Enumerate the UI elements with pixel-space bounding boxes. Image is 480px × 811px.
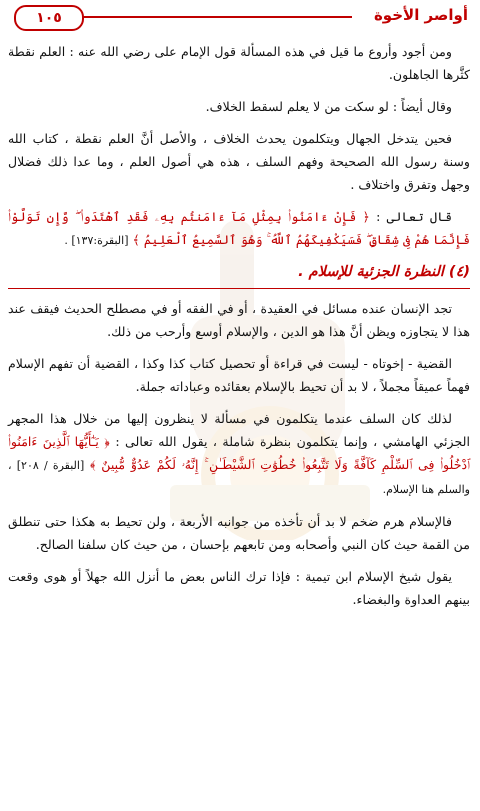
- quote-intro: لذلك كان السلف عندما يتكلمون في مسألة لا ينظرون إليها من خلال هذا المجهر الجزئي الهامشي ، وإنما يتكلمون بنظرة شاملة ، يقول الله تعالى :: [8, 411, 470, 449]
- paragraph: تجد الإنسان عنده مسائل في العقيدة ، أو في الفقه أو في مصطلح الحديث فيقف عند هذا لا يتجاوزه ويظن أنَّ هذا هو الدين ، والإسلام أوسع وأرحب من ذلك.: [8, 301, 470, 339]
- section-heading: (٤) النظرة الجزئية للإسلام .: [8, 261, 470, 289]
- quote-intro: قال تعالى :: [376, 209, 452, 224]
- paragraph: وقال أيضاً : لو سكت من لا يعلم لسقط الخلاف.: [205, 99, 452, 114]
- page-header: [0, 0, 480, 36]
- header-rule: [82, 16, 352, 18]
- page-number: ١٠٥: [14, 5, 84, 31]
- verse-reference: [البقرة / ٢٠٨] ، والسلم هنا الإسلام.: [8, 459, 470, 496]
- paragraph: يقول شيخ الإسلام ابن تيمية : فإذا ترك الناس بعض ما أنزل الله جهلاً أو هوى وقعت بينهم العداوة والبغضاء.: [8, 569, 470, 607]
- paragraph: فحين يتدخل الجهال ويتكلمون يحدث الخلاف ، والأصل أنَّ العلم نقطة ، كتاب الله وسنة رسول الله الصحيحة وفهم السلف ، هذه هي أصول العلم ، وما عدا ذلك فضلال وجهل وتفرق واختلاف .: [8, 131, 470, 192]
- paragraph: القضية - إخوتاه - ليست في قراءة أو تحصيل كتاب كذا وكذا ، القضية أن تفهم الإسلام فهماً عميقاً مجملاً ، لا بد أن تحيط بالإسلام بعقائده وعباداته جملة.: [8, 356, 470, 394]
- running-title: أواصر الأخوة: [373, 6, 468, 24]
- quran-quote-paragraph: [8, 205, 470, 252]
- quran-verse: ﴿ يَـٰٓأَيُّهَا ٱلَّذِينَ ءَامَنُوا۟ ٱدْخُلُوا۟ فِى ٱلسِّلْمِ كَآفَّةً وَلَا تَتَّبِعُوا۟ خُطُوَٰتِ ٱلشَّيْطَـٰنِ ۚ إِنَّهُۥ لَكُمْ عَدُوٌّ مُّبِينٌ ﴾: [8, 434, 471, 472]
- quran-quote-paragraph: [8, 407, 470, 501]
- paragraph: فالإسلام هرم ضخم لا بد أن تأخذه من جوانبه الأربعة ، ولن تحيط به هكذا حتى تنطلق من القمة حيث كان النبي وأصحابه ومن تابعهم بإحسان ، من حيث كان سلفنا الصالح.: [8, 514, 470, 552]
- quran-verse: ﴿ فَإِنْ ءَامَنُوا۟ بِمِثْلِ مَآ ءَامَنتُم بِهِۦ فَقَدِ ٱهْتَدَوا۟ ۖ وَّإِن تَوَلَّوْا۟ فَإِنَّمَا هُمْ فِى شِقَاقٍ ۖ فَسَيَكْفِيكَهُمُ ٱللَّهُ ۚ وَهُوَ ٱلسَّمِيعُ ٱلْعَلِيمُ ﴾: [8, 209, 470, 247]
- verse-reference: [البقرة:١٣٧] .: [64, 234, 129, 247]
- paragraph: ومن أجود وأروع ما قيل في هذه المسألة قول الإمام على رضي الله عنه : العلم نقطة كثَّرها الجاهلون.: [8, 44, 470, 82]
- page-body: [8, 40, 470, 805]
